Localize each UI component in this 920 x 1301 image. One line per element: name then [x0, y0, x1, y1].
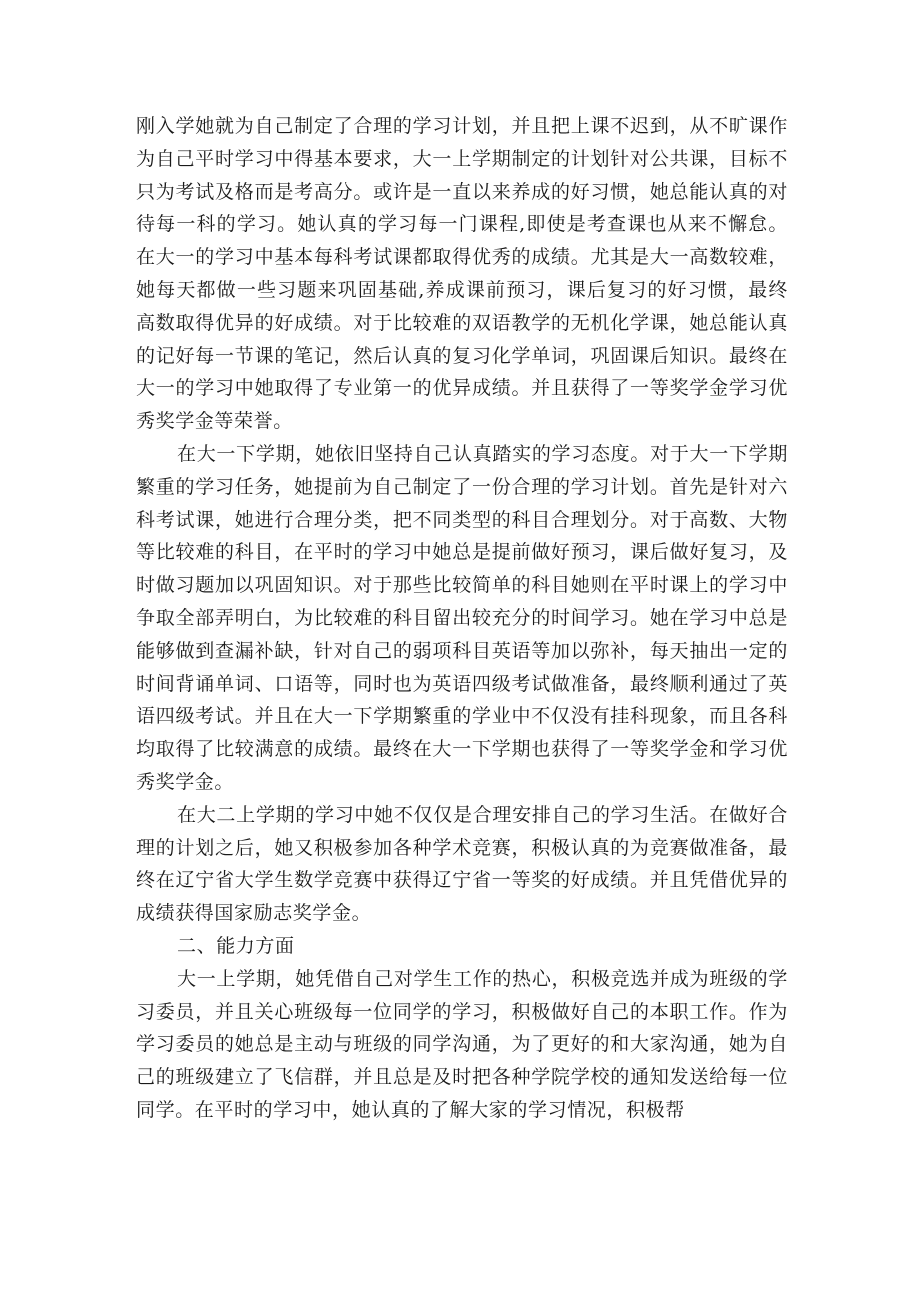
paragraph-ability: 大一上学期，她凭借自己对学生工作的热心，积极竞选并成为班级的学习委员，并且关心班级每一位同学的学习，积极做好自己的本职工作。作为学习委员的她总是主动与班级的同学沟通，为了更好的和大家沟通，她为自己的班级建立了飞信群，并且总是及时把各种学院学校的通知发送给每一位同学。在平时的学习中，她认真的了解大家的学习情况，积极帮 [136, 967, 788, 1121]
document-body [136, 110, 788, 1127]
section-heading-ability: 二、能力方面 [177, 934, 295, 957]
paragraph-second-semester: 在大一下学期，她依旧坚持自己认真踏实的学习态度。对于大一下学期繁重的学习任务，她提前为自己制定了一份合理的学习计划。首先是针对六科考试课，她进行合理分类，把不同类型的科目合理划分。对于高数、大物等比较难的科目，在平时的学习中她总是提前做好预习，课后做好复习，及时做习题加以巩固知识。对于那些比较简单的科目她则在平时课上的学习中争取全部弄明白，为比较难的科目留出较充分的时间学习。她在学习中总是能够做到查漏补缺，针对自己的弱项科目英语等加以弥补，每天抽出一定的时间背诵单词、口语等，同时也为英语四级考试做准备，最终顺利通过了英语四级考试。并且在大一下学期繁重的学业中不仅没有挂科现象，而且各科均取得了比较满意的成绩。最终在大一下学期也获得了一等奖学金和学习优秀奖学金。 [136, 442, 788, 793]
paragraph-sophomore-semester: 在大二上学期的学习中她不仅仅是合理安排自己的学习生活。在做好合理的计划之后，她又积极参加各种学术竞赛，积极认真的为竞赛做准备，最终在辽宁省大学生数学竞赛中获得辽宁省一等奖的好成绩。并且凭借优异的成绩获得国家励志奖学金。 [136, 803, 788, 925]
paragraph-first-semester: 刚入学她就为自己制定了合理的学习计划，并且把上课不迟到，从不旷课作为自己平时学习中得基本要求，大一上学期制定的计划针对公共课，目标不只为考试及格而是考高分。或许是一直以来养成的好习惯，她总能认真的对待每一科的学习。她认真的学习每一门课程,即使是考查课也从来不懈怠。在大一的学习中基本每科考试课都取得优秀的成绩。尤其是大一高数较难，她每天都做一些习题来巩固基础,养成课前预习，课后复习的好习惯，最终高数取得优异的好成绩。对于比较难的双语教学的无机化学课，她总能认真的记好每一节课的笔记，然后认真的复习化学单词，巩固课后知识。最终在大一的学习中她取得了专业第一的优异成绩。并且获得了一等奖学金学习优秀奖学金等荣誉。 [136, 115, 788, 433]
